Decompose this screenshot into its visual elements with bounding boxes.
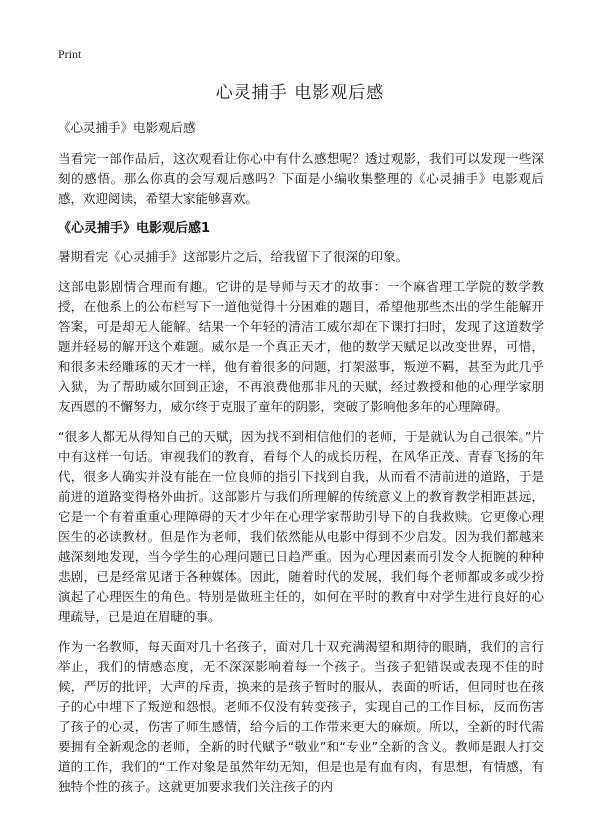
body-paragraph: 这部电影剧情合理而有趣。它讲的是导师与天才的故事：一个麻省理工学院的数学教授，在他系上的公布栏写下一道他觉得十分困难的题目，希望他那些杰出的学生能解开答案，可是却无人能解。结果一个年轻的清洁工威尔却在下课打扫时，发现了这道数学题并轻易的解开这个难题。威尔是一个真正天才，他的数学天赋足以改变世界，可惜，和很多未经雕琢的天才一样，他有着很多的问题，打架滋事，叛逆不羁，甚至为此几乎入狱，为了帮助威尔回到正途，不再浪费他那非凡的天赋，经过教授和他的心理学家朋友西恩的不懈努力，威尔终于克服了童年的阴影，突破了影响他多年的心理障碍。 (58, 279, 544, 414)
document-body (58, 118, 544, 807)
print-link[interactable]: Print (58, 47, 82, 61)
section-heading: 《心灵捕手》电影观后感1 (58, 221, 211, 236)
body-paragraph: “很多人都无从得知自己的天赋，因为找不到相信他们的老师，于是就认为自己很笨。”片中有这样一句话。审视我们的教育，看每个人的成长历程，在风华正茂、青春飞扬的年代，很多人确实并没有能在一位良师的指引下找到自我，从而看不清前进的道路，于是前进的道路变得格外曲折。这部影片与我们所理解的传统意义上的教育教学相距甚远，它是一个有着重重心理障碍的天才少年在心理学家帮助引导下的自我救赎。它更像心理医生的必读教材。但是作为老师，我们依然能从电影中得到不少启发。因为我们都越来越深刻地发现，当今学生的心理问题已日趋严重。因为心理因素而引发令人扼腕的种种悲剧，已是经常见诸于各种媒体。因此，随着时代的发展，我们每个老师都或多或少扮演起了心理医生的角色。特别是做班主任的，如何在平时的教育中对学生进行良好的心理疏导，已是迫在眉睫的事。 (58, 429, 544, 624)
body-paragraph: 暑期看完《心灵捕手》这部影片之后，给我留下了很深的印象。 (58, 249, 409, 264)
document-title: 心灵捕手 电影观后感 (215, 83, 385, 103)
intro-paragraph: 当看完一部作品后，这次观看让你心中有什么感想呢？透过观影，我们可以发现一些深刻的感悟。那么你真的会写观后感吗？下面是小编收集整理的《心灵捕手》电影观后感，欢迎阅读，希望大家能够喜欢。 (58, 151, 544, 206)
body-paragraph: 作为一名教师，每天面对几十名孩子，面对几十双充满渴望和期待的眼睛，我们的言行举止，我们的情感态度，无不深深影响着每一个孩子。当孩子犯错误或表现不佳的时候，严厉的批评，大声的斥责，换来的是孩子暂时的服从，表面的听话，但同时也在孩子的心中埋下了叛逆和怨恨。老师不仅没有转变孩子，实现自己的工作目标，反而伤害了孩子的心灵，伤害了师生感情，给今后的工作带来更大的麻烦。所以，全新的时代需要拥有全新观念的老师，全新的时代赋予“敬业”和“专业”全新的含义。教师是跟人打交道的工作，我们的“工作对象是虽然年幼无知，但是也是有血有肉，有思想，有情感，有独特个性的孩子。这就更加要求我们关注孩子的内 (58, 639, 544, 794)
document-subtitle: 《心灵捕手》电影观后感 (58, 120, 196, 135)
